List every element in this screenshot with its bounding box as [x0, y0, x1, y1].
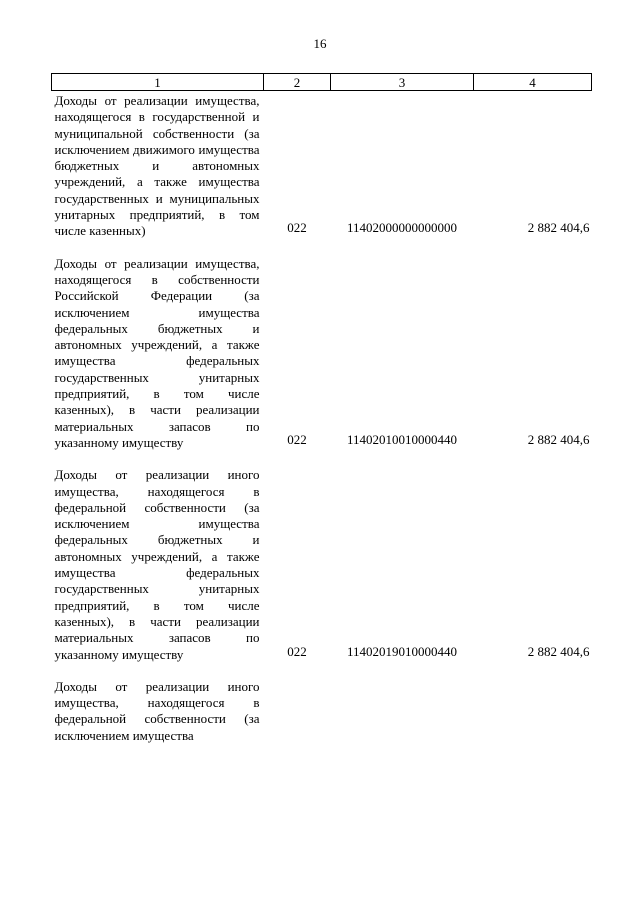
table-row: [52, 451, 592, 663]
table-row: [52, 240, 592, 452]
budget-classification-code: 11402019010000440: [346, 643, 458, 659]
table-row: [52, 663, 592, 744]
budget-classification-code: [331, 663, 474, 744]
revenue-table: [51, 73, 592, 744]
budget-classification-code: 11402000000000000: [346, 220, 458, 236]
budget-classification-code: 11402010010000440: [346, 431, 458, 447]
column-header-4: 4: [474, 74, 592, 91]
revenue-amount: 2 882 404,6: [527, 643, 590, 659]
revenue-description: Доходы от реализации имущества, находящегося в собственности Российской Федерации (за исключением имущества федеральных бюджетных и автономных учреждений, а также имущества федеральных государственных унитарных предприятий, в том числе казенных), в части реализации материальных запасов по указанному имуществу: [54, 255, 260, 450]
revenue-description: Доходы от реализации имущества, находящегося в государственной и муниципальной собственности (за исключением движимого имущества бюджетных и автономных учреждений, а также имущества государственных и муниципальных унитарных предприятий, в том числе казенных): [54, 93, 260, 239]
administrator-code: 022: [287, 643, 307, 659]
administrator-code: [264, 663, 331, 744]
column-header-2: 2: [264, 74, 331, 91]
revenue-amount: 2 882 404,6: [527, 431, 590, 447]
revenue-description: Доходы от реализации иного имущества, находящегося в федеральной собственности (за исключением имущества: [54, 678, 260, 743]
page-number: 16: [313, 36, 327, 51]
revenue-amount: [474, 663, 592, 744]
table-row: [52, 91, 592, 240]
table-header-row: [52, 74, 592, 91]
administrator-code: 022: [287, 220, 307, 236]
column-header-1: 1: [52, 74, 264, 91]
revenue-amount: 2 882 404,6: [527, 220, 590, 236]
administrator-code: 022: [287, 431, 307, 447]
column-header-3: 3: [331, 74, 474, 91]
revenue-description: Доходы от реализации иного имущества, находящегося в федеральной собственности (за исключением имущества федеральных бюджетных и автономных учреждений, а также имущества федеральных государственных унитарных предприятий, в том числе казенных), в части реализации материальных запасов по указанному имуществу: [54, 467, 260, 662]
